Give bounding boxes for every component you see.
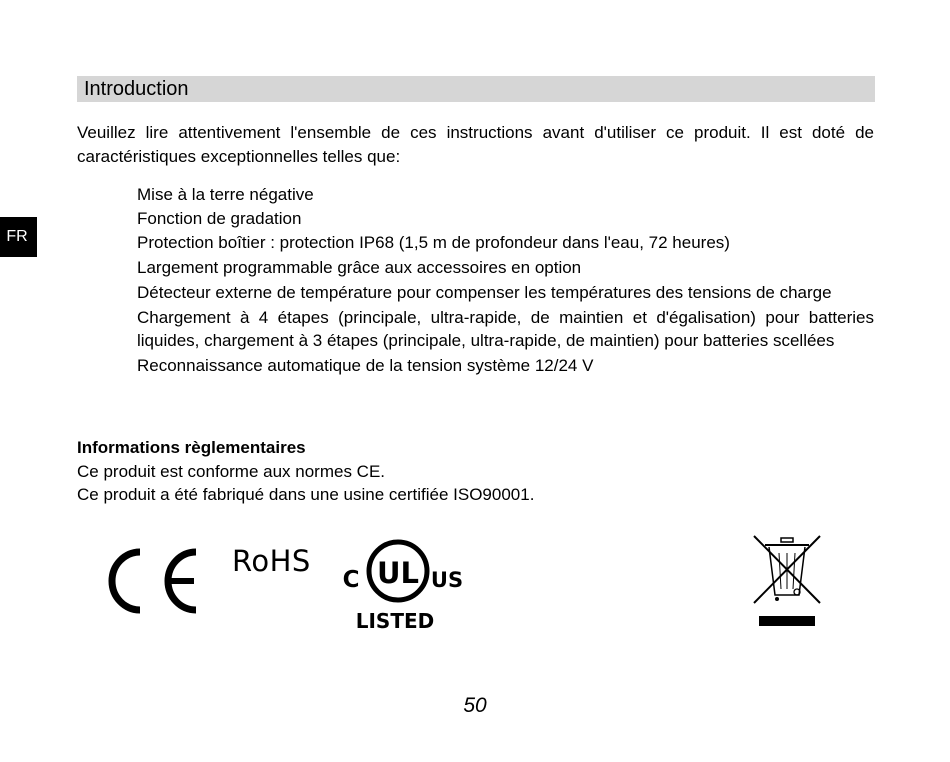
feature-item: Mise à la terre négative	[137, 185, 314, 204]
page-number: 50	[463, 694, 487, 717]
ul-c-letter: C	[343, 567, 360, 593]
regulatory-line: Ce produit est conforme aux normes CE.	[77, 461, 386, 481]
language-tab: FR	[0, 217, 37, 257]
feature-item: Fonction de gradation	[137, 209, 302, 228]
ul-listed-label: LISTED	[355, 609, 435, 631]
intro-paragraph: Veuillez lire attentivement l'ensemble de ces instructions avant d'utiliser ce produit. Il est doté de caractéristiques exceptionnelles telles que:	[77, 123, 874, 166]
feature-item: Largement programmable grâce aux accessoires en option	[137, 258, 582, 277]
feature-item: Détecteur externe de température pour compenser les températures des tensions de charge	[137, 283, 832, 302]
feature-item: Protection boîtier : protection IP68 (1,5 m de profondeur dans l'eau, 72 heures)	[137, 233, 730, 252]
section-header	[77, 76, 875, 102]
feature-list	[137, 183, 874, 379]
section-title: Introduction	[84, 78, 189, 100]
ul-mark-letters: UL	[376, 556, 420, 590]
ce-mark-label: CE	[143, 573, 157, 584]
rohs-label: RoHS	[232, 544, 311, 578]
feature-item: Chargement à 4 étapes (principale, ultra-rapide, de maintien et d'égalisation) pour batteries liquides, chargement à 3 étapes (principale, ultra-rapide, de maintien) pour batteries scellées	[137, 308, 874, 350]
ul-listed-icon	[343, 533, 463, 631]
ul-us-letters: US	[430, 568, 463, 592]
weee-bin-icon	[751, 533, 823, 631]
regulatory-title: Informations règlementaires	[77, 438, 306, 457]
feature-item: Reconnaissance automatique de la tension système 12/24 V	[137, 356, 594, 375]
ce-mark-icon	[100, 546, 200, 616]
regulatory-line: Ce produit a été fabriqué dans une usine certifiée ISO90001.	[77, 485, 535, 504]
regulatory-info	[77, 436, 874, 507]
